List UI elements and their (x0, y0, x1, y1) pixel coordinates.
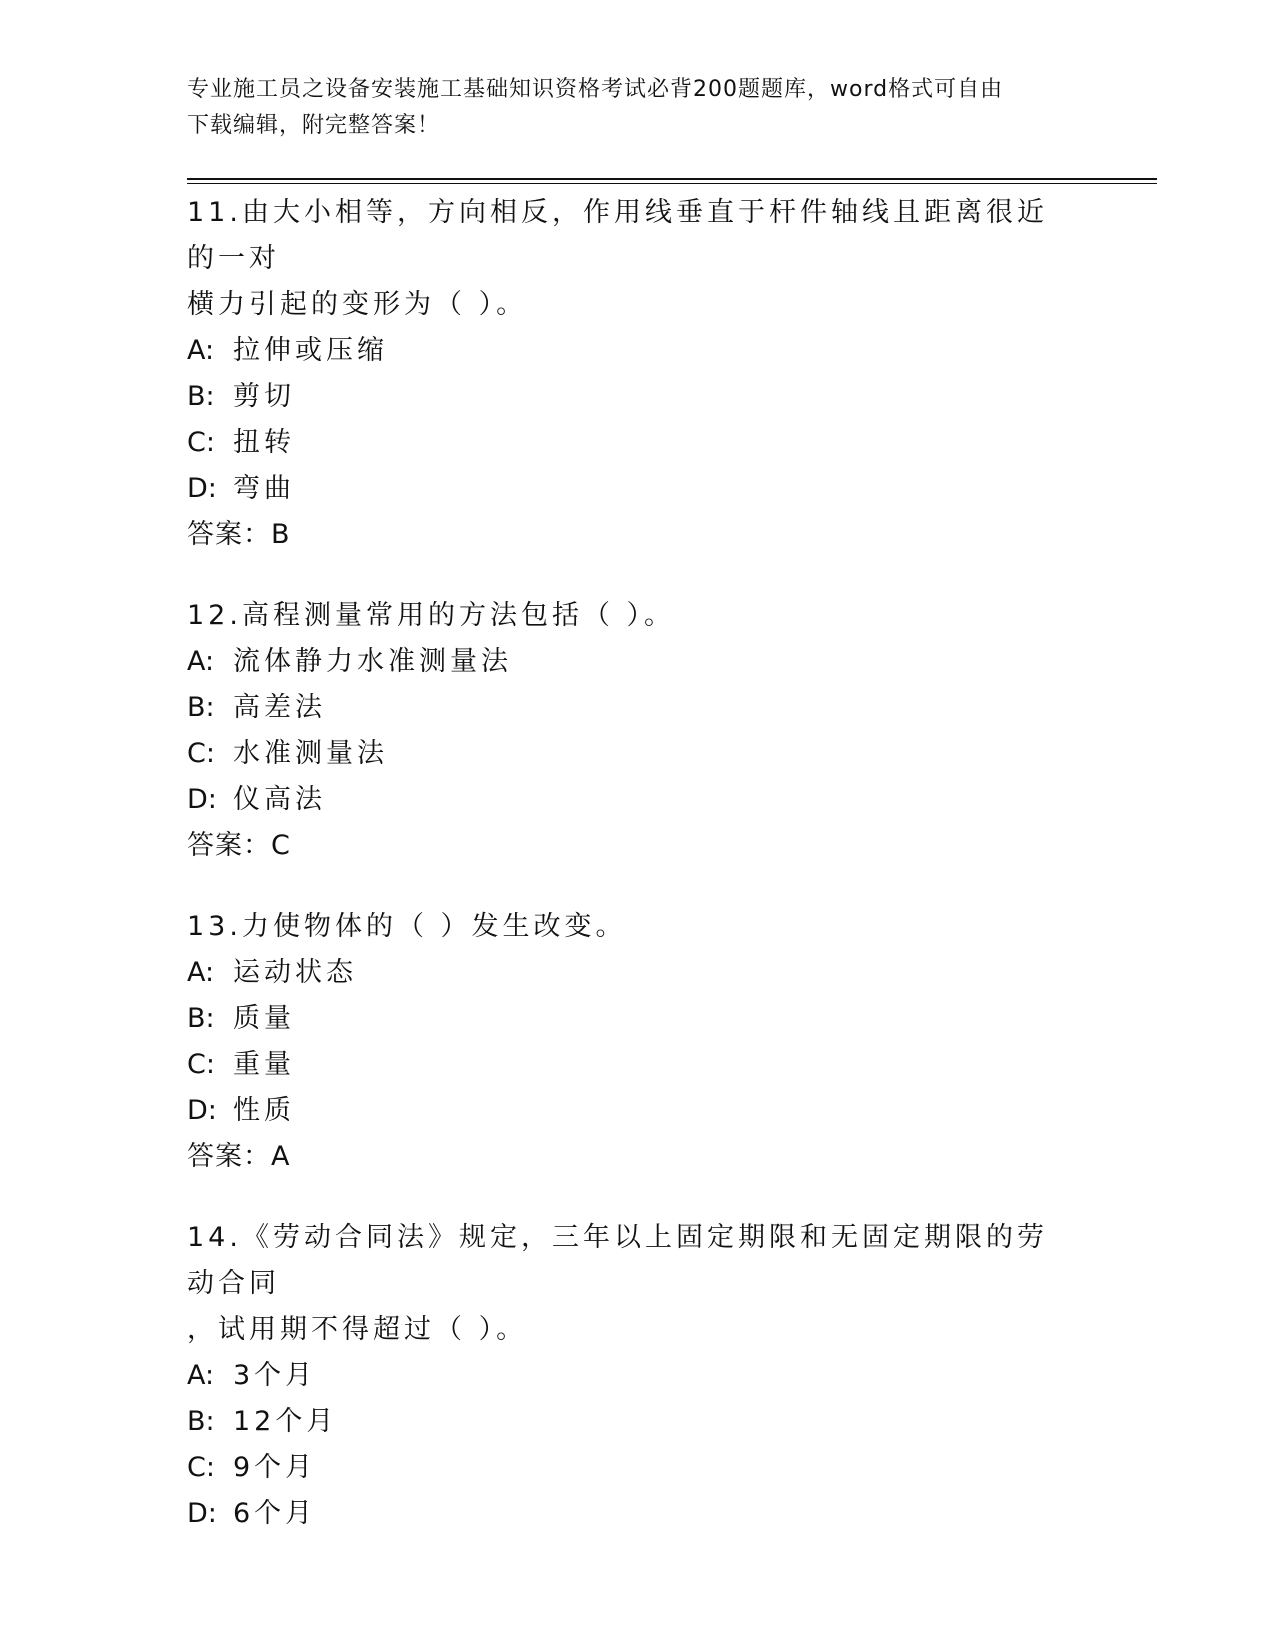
answer: 答案：A (187, 1141, 291, 1172)
option-text: 高差法 (233, 692, 326, 723)
option-text: 仪高法 (233, 784, 326, 815)
answer: 答案：C (187, 830, 291, 861)
option-key: A: (187, 646, 215, 677)
option-key: D: (187, 1498, 217, 1529)
header-line-2: 下载编辑，附完整答案！ (187, 113, 441, 138)
option-key: A: (187, 335, 215, 366)
question-list (187, 190, 1087, 1537)
question-stem-line-1: 12.高程测量常用的方法包括（ ）。 (187, 600, 676, 631)
option-text: 重量 (233, 1049, 295, 1080)
question-stem-line-2: ，试用期不得超过（ ）。 (187, 1314, 528, 1345)
option-b (187, 374, 1087, 420)
option-key: C: (187, 1049, 215, 1080)
option-text: 6个月 (233, 1498, 317, 1529)
option-b (187, 1399, 1087, 1445)
question-12 (187, 593, 1087, 904)
option-text: 弯曲 (233, 473, 295, 504)
option-key: B: (187, 692, 215, 723)
option-c (187, 420, 1087, 466)
spacer (187, 869, 1087, 904)
option-d (187, 777, 1087, 823)
option-text: 流体静力水准测量法 (233, 646, 512, 677)
header-divider-thin (187, 183, 1157, 184)
option-key: C: (187, 738, 215, 769)
header-line-1: 专业施工员之设备安装施工基础知识资格考试必背200题题库，word格式可自由 (187, 77, 1004, 102)
option-key: B: (187, 1003, 215, 1034)
option-a (187, 328, 1087, 374)
option-key: D: (187, 1095, 217, 1126)
option-d (187, 1088, 1087, 1134)
option-text: 扭转 (233, 427, 295, 458)
question-stem-line-1: 14.《劳动合同法》规定，三年以上固定期限和无固定期限的劳动合同 (187, 1222, 1048, 1299)
option-key: D: (187, 473, 217, 504)
option-key: D: (187, 784, 217, 815)
option-text: 拉伸或压缩 (233, 335, 388, 366)
option-d (187, 466, 1087, 512)
option-key: A: (187, 1360, 215, 1391)
option-a (187, 639, 1087, 685)
option-c (187, 1445, 1087, 1491)
header-divider-thick (187, 178, 1157, 180)
option-key: A: (187, 957, 215, 988)
option-text: 水准测量法 (233, 738, 388, 769)
option-key: C: (187, 427, 215, 458)
answer: 答案：B (187, 519, 291, 550)
option-a (187, 1353, 1087, 1399)
option-a (187, 950, 1087, 996)
option-text: 剪切 (233, 381, 295, 412)
option-b (187, 996, 1087, 1042)
question-13 (187, 904, 1087, 1215)
option-text: 运动状态 (233, 957, 357, 988)
option-text: 3个月 (233, 1360, 317, 1391)
spacer (187, 1180, 1087, 1215)
question-14 (187, 1215, 1087, 1537)
document-header (187, 72, 1067, 144)
option-d (187, 1491, 1087, 1537)
spacer (187, 558, 1087, 593)
question-11 (187, 190, 1087, 593)
option-key: B: (187, 381, 215, 412)
option-text: 9个月 (233, 1452, 317, 1483)
option-text: 性质 (233, 1095, 295, 1126)
question-stem-line-1: 13.力使物体的（ ）发生改变。 (187, 911, 627, 942)
option-key: B: (187, 1406, 215, 1437)
question-stem-line-1: 11.由大小相等，方向相反，作用线垂直于杆件轴线且距离很近的一对 (187, 197, 1048, 274)
question-stem-line-2: 横力引起的变形为（ ）。 (187, 289, 528, 320)
option-c (187, 1042, 1087, 1088)
option-c (187, 731, 1087, 777)
option-key: C: (187, 1452, 215, 1483)
option-text: 12个月 (233, 1406, 338, 1437)
option-text: 质量 (233, 1003, 295, 1034)
option-b (187, 685, 1087, 731)
